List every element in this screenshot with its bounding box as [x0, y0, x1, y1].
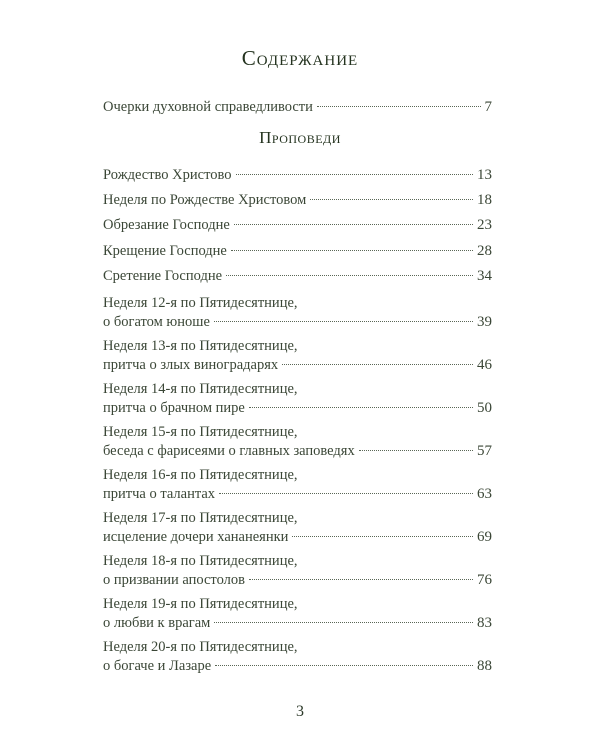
toc-entry[interactable]: [103, 216, 492, 235]
toc-entry[interactable]: [103, 191, 492, 210]
dot-leader: [282, 364, 473, 365]
toc-entry[interactable]: [103, 294, 492, 332]
toc-entry[interactable]: [103, 552, 492, 590]
dot-leader: [214, 622, 473, 623]
toc-entry-heading: Неделя 17-я по Пятидесятнице,: [103, 510, 298, 526]
dot-leader: [249, 407, 473, 408]
dot-leader: [236, 174, 474, 175]
dot-leader: [234, 224, 473, 225]
toc-entry-page: 69: [477, 529, 492, 545]
toc-entry[interactable]: [103, 337, 492, 375]
toc-entry-label: беседа с фарисеями о главных заповедях: [103, 443, 355, 459]
toc-entry-page: 46: [477, 357, 492, 373]
toc-entry-page: 76: [477, 572, 492, 588]
toc-entry-page: 18: [477, 192, 492, 208]
toc-entry[interactable]: [103, 380, 492, 418]
toc-entry-label: Рождество Христово: [103, 167, 232, 183]
toc-entry[interactable]: [103, 638, 492, 676]
toc-entry-label: Обрезание Господне: [103, 217, 230, 233]
toc-entry-page: 34: [477, 268, 492, 284]
toc-entry-page: 88: [477, 658, 492, 674]
toc-entry-heading: Неделя 15-я по Пятидесятнице,: [103, 424, 298, 440]
toc-entry[interactable]: [103, 466, 492, 504]
toc-entry[interactable]: [103, 166, 492, 185]
toc-entry-heading: Неделя 16-я по Пятидесятнице,: [103, 467, 298, 483]
dot-leader: [310, 199, 473, 200]
toc-entry-heading: Неделя 20-я по Пятидесятнице,: [103, 639, 298, 655]
dot-leader: [215, 665, 473, 666]
toc-entry-label: Крещение Господне: [103, 243, 227, 259]
section-heading: Проповеди: [259, 128, 341, 147]
toc-entry[interactable]: [103, 267, 492, 286]
dot-leader: [219, 493, 473, 494]
toc-title: Содержание: [241, 46, 359, 70]
dot-leader: [317, 106, 481, 107]
toc-entry-page: 23: [477, 217, 492, 233]
toc-entry-heading: Неделя 19-я по Пятидесятнице,: [103, 596, 298, 612]
toc-entry-label: Неделя по Рождестве Христовом: [103, 192, 307, 208]
toc-entry[interactable]: [103, 423, 492, 461]
toc-entry[interactable]: [103, 242, 492, 261]
toc-entry-page: 39: [477, 314, 492, 330]
dot-leader: [231, 250, 473, 251]
toc-entry-label: притча о брачном пире: [103, 400, 245, 416]
toc-entry[interactable]: [103, 509, 492, 547]
dot-leader: [214, 321, 473, 322]
toc-entry-page: 7: [484, 99, 492, 115]
toc-entry-label: Очерки духовной справедливости: [103, 99, 313, 115]
toc-entry-label: о богатом юноше: [103, 314, 210, 330]
toc-entry-heading: Неделя 18-я по Пятидесятнице,: [103, 553, 298, 569]
dot-leader: [226, 275, 473, 276]
toc-entry-label: о богаче и Лазаре: [103, 658, 212, 674]
toc-entry[interactable]: [103, 595, 492, 633]
toc-entry-heading: Неделя 12-я по Пятидесятнице,: [103, 295, 298, 311]
toc-entry-heading: Неделя 13-я по Пятидесятнице,: [103, 338, 298, 354]
toc-entry-label: о призвании апостолов: [103, 572, 245, 588]
dot-leader: [292, 536, 473, 537]
toc-entry-intro[interactable]: [103, 98, 492, 117]
toc-entry-label: притча о злых виноградарях: [103, 357, 279, 373]
dot-leader: [359, 450, 473, 451]
toc-entry-label: о любви к врагам: [103, 615, 211, 631]
toc-entry-label: притча о талантах: [103, 486, 216, 502]
dot-leader: [249, 579, 473, 580]
toc-entry-heading: Неделя 14-я по Пятидесятнице,: [103, 381, 298, 397]
toc-entry-label: исцеление дочери хананеянки: [103, 529, 289, 545]
toc-entry-page: 57: [477, 443, 492, 459]
page-number: 3: [296, 703, 304, 720]
toc-entry-label: Сретение Господне: [103, 268, 223, 284]
toc-entry-page: 28: [477, 243, 492, 259]
toc-entry-page: 50: [477, 400, 492, 416]
toc-entry-page: 83: [477, 615, 492, 631]
toc-entry-page: 63: [477, 486, 492, 502]
toc-entry-page: 13: [477, 167, 492, 183]
